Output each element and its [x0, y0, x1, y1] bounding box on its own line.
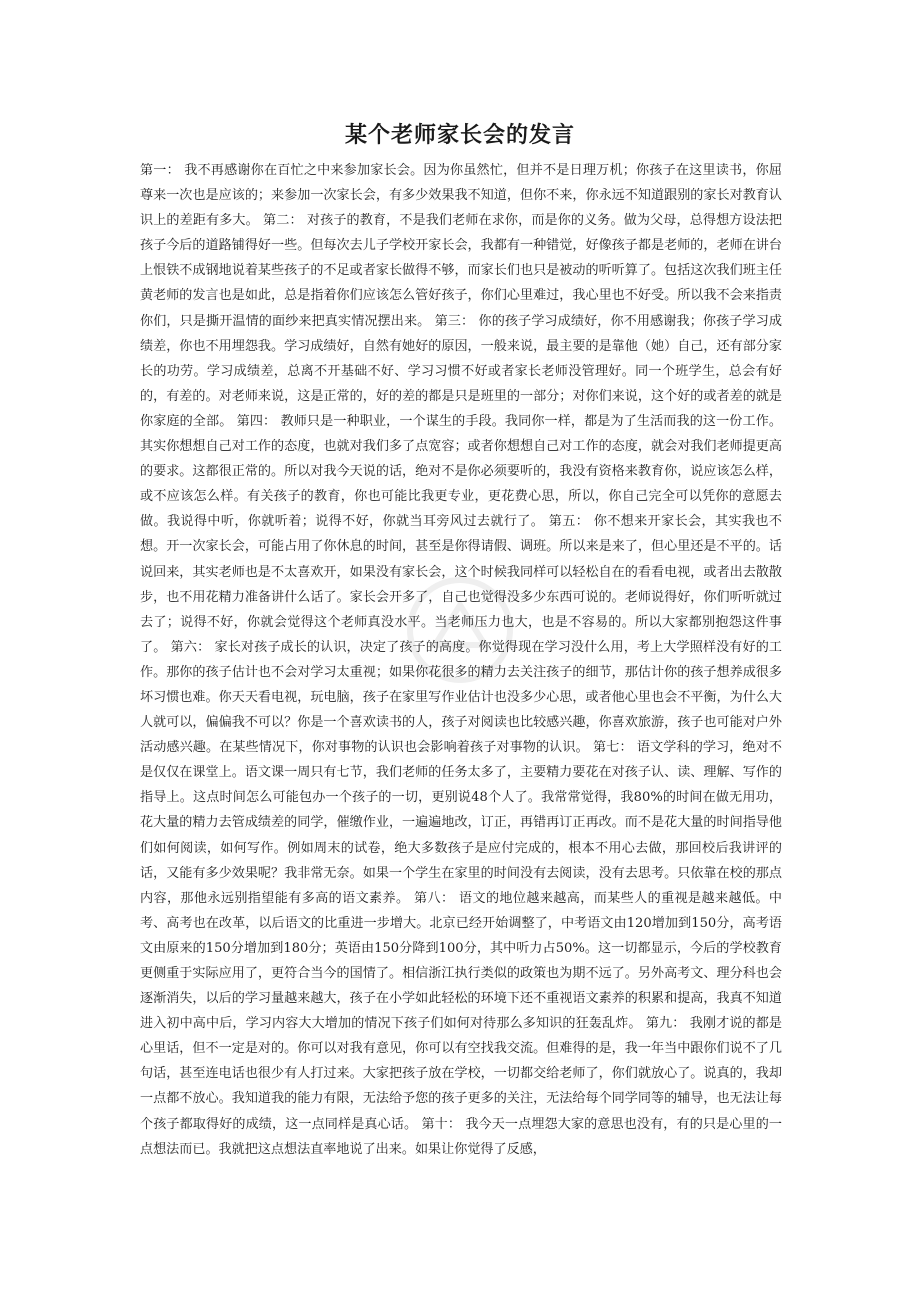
document-body: 第一： 我不再感谢你在百忙之中来参加家长会。因为你虽然忙，但并不是日理万机；你孩子在这里读书，你屈尊来一次也是应该的；来参加一次家长会，有多少效果我不知道，但你不来，你永远不知道跟别的家长对教育认识上的差距有多大。 第二： 对孩子的教育，不是我们老师在求你，而是你的义务。做为父母，总得想方设法把孩子今后的道路铺得好一些。但每次去儿子学校开家长会，我都有一种错觉，好像孩子都是老师的，老师在讲台上恨铁不成钢地说着某些孩子的不足或者家长做得不够，而家长们也只是被动的听听算了。包括这次我们班主任黄老师的发言也是如此，总是指着你们应该怎么管好孩子，你们心里难过，我心里也不好受。所以我不会来指责你们，只是撕开温情的面纱来把真实情况摆出来。 第三： 你的孩子学习成绩好，你不用感谢我；你孩子学习成绩差，你也不用埋怨我。学习成绩好，自然有她好的原因，一般来说，最主要的是靠他（她）自己，还有部分家长的功劳。学习成绩差，总离不开基础不好、学习习惯不好或者家长老师没管理好。同一个班学生，总会有好的，有差的。对老师来说，这是正常的，好的差的都是只是班里的一部分；对你们来说，这个好的或者差的就是你家庭的全部。 第四： 教师只是一种职业，一个谋生的手段。我同你一样，都是为了生活而我的这一份工作。其实你想想自己对工作的态度，也就对我们多了点宽容；或者你想想自己对工作的态度，就会对我们老师提更高的要求。这都很正常的。所以对我今天说的话，绝对不是你必须要听的，我没有资格来教育你，说应该怎么样，或不应该怎么样。有关孩子的教育，你也可能比我更专业，更花费心思，所以，你自己完全可以凭你的意愿去做。我说得中听，你就听着；说得不好，你就当耳旁风过去就行了。 第五： 你不想来开家长会，其实我也不想。开一次家长会，可能占用了你休息的时间，甚至是你得请假、调班。所以来是来了，但心里还是不平的。话说回来，其实老师也是不太喜欢开，如果没有家长会，这个时候我同样可以轻松自在的看看电视，或者出去散散步，也不用花精力准备讲什么话了。家长会开多了，自己也觉得没多少东西可说的。老师说得好，你们听听就过去了；说得不好，你就会觉得这个老师真没水平。当老师压力也大，也是不容易的。所以大家都别抱怨这件事了。 第六： 家长对孩子成长的认识，决定了孩子的高度。你觉得现在学习没什么用，考上大学照样没有好的工作。那你的孩子估计也不会对学习太重视；如果你花很多的精力去关注孩子的细节，那估计你的孩子想养成很多坏习惯也难。你天天看电视，玩电脑，孩子在家里写作业估计也没多少心思，或者他心里也会不平衡，为什么大人就可以，偏偏我不可以？你是一个喜欢读书的人，孩子对阅读也比较感兴趣，你喜欢旅游，孩子也可能对户外活动感兴趣。在某些情况下，你对事物的认识也会影响着孩子对事物的认识。 第七： 语文学科的学习，绝对不是仅仅在课堂上。语文课一周只有七节，我们老师的任务太多了，主要精力要花在对孩子认、读、理解、写作的指导上。这点时间怎么可能包办一个孩子的一切，更别说48个人了。我常常觉得，我80%的时间在做无用功，花大量的精力去管成绩差的同学，催缴作业，一遍遍地改，订正，再错再订正再改。而不是花大量的时间指导他们如何阅读，如何写作。例如周末的试卷，绝大多数孩子是应付完成的，根本不用心去做，那回校后我讲评的话，又能有多少效果呢？我非常无奈。如果一个学生在家里的时间没有去阅读，没有去思考。只依靠在校的那点内容，那他永远别指望能有多高的语文素养。 第八： 语文的地位越来越高，而某些人的重视是越来越低。中考、高考也在改革，以后语文的比重进一步增大。北京已经开始调整了，中考语文由120增加到150分，高考语文由原来的150分增加到180分；英语由150分降到100分，其中听力占50%。这一切都显示，今后的学校教育更侧重于实际应用了，更符合当今的国情了。相信浙江执行类似的政策也为期不远了。另外高考文、理分科也会逐渐消失，以后的学习量越来越大，孩子在小学如此轻松的环境下还不重视语文素养的积累和提高，我真不知道进入初中高中后，学习内容大大增加的情况下孩子们如何对待那么多知识的狂轰乱炸。 第九： 我刚才说的都是心里话，但不一定是对的。你可以对我有意见，你可以有空找我交流。但难得的是，我一年当中跟你们说不了几句话，甚至连电话也很少有人打过来。大家把孩子放在学校，一切都交给老师了，你们就放心了。说真的，我却一点都不放心。我知道我的能力有限，无法给予您的孩子更多的关注，无法给每个同学同等的辅导，也无法让每个孩子都取得好的成绩，这一点同样是真心话。 第十： 我今天一点埋怨大家的意思也没有，有的只是心里的一点想法而已。我就把这点想法直率地说了出来。如果让你觉得了反感，	[140, 163, 782, 1157]
document-title: 某个老师家长会的发言	[344, 123, 575, 148]
